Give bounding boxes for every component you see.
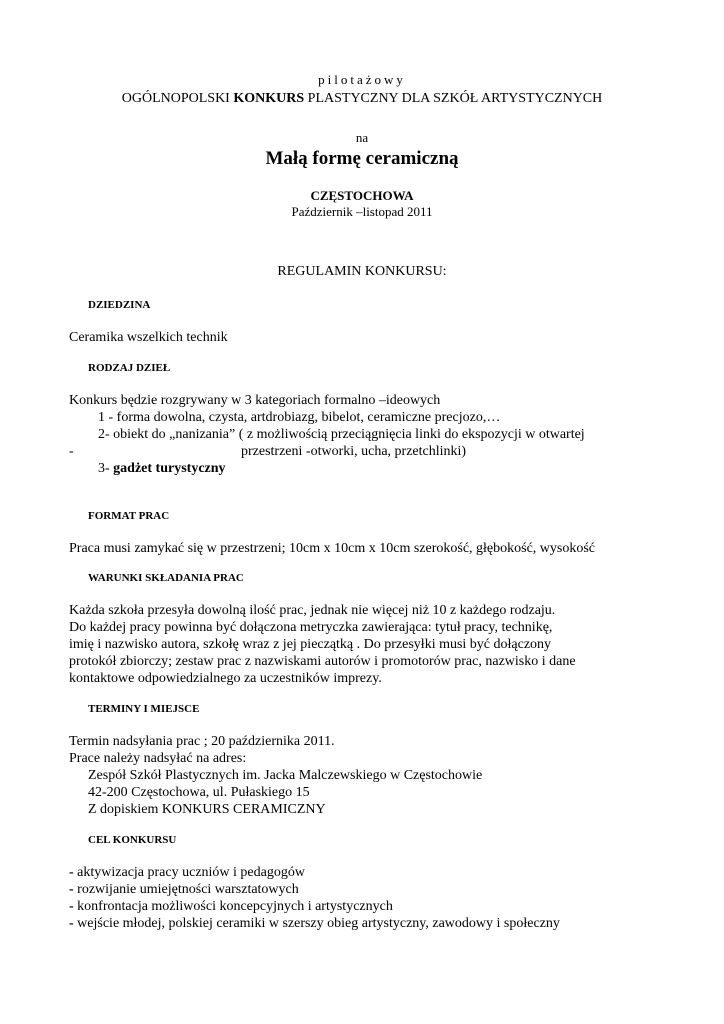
category-item-3-prefix: 3- [98, 461, 114, 476]
format-text: Praca musi zamykać się w przestrzeni; 10cm x 10cm x 10cm szerokość, głębokość, wysokość [69, 541, 596, 556]
competition-title [0, 92, 724, 106]
list-item-text: aktywizacja pracy uczniów i pedagogów [73, 865, 305, 880]
list-item-text: rozwijanie umiejętności warsztatowych [73, 882, 299, 897]
bullet-dash: - [69, 882, 74, 897]
category-item-2-dash: - [69, 444, 74, 459]
category-item-3-bold: gadżet turystyczny [113, 461, 226, 476]
warunki-line: Do każdej pracy powinna być dołączona metryczka zawierająca: tytuł pracy, technikę, [69, 620, 553, 635]
bullet-dash: - [69, 899, 74, 914]
list-item [69, 917, 560, 931]
list-item [69, 883, 299, 897]
subtitle-pilot: pilotażowy [318, 72, 406, 87]
list-item-text: wejście młodej, polskiej ceramiki w szerszy obieg artystyczny, zawodowy i społeczny [73, 916, 560, 931]
warunki-line: kontaktowe odpowiedzialnego za uczestników imprezy. [69, 671, 382, 686]
section-heading-rodzaj: RODZAJ DZIEŁ [88, 362, 171, 374]
list-item [69, 900, 393, 914]
warunki-line: imię i nazwisko autora, szkołę wraz z jej pieczątką . Do przesyłki musi być dołączony [69, 637, 552, 652]
section-heading-cel: CEL KONKURSU [88, 834, 177, 846]
title-prefix: OGÓLNOPOLSKI [121, 91, 234, 106]
address-line: Zespół Szkół Plastycznych im. Jacka Malczewskiego w Częstochowie [88, 768, 483, 783]
terminy-address-intro: Prace należy nadsyłać na adres: [69, 751, 247, 766]
category-item-1: 1 - forma dowolna, czysta, artdrobiazg, bibelot, ceramiczne precjozo,… [98, 410, 501, 425]
dates: Październik –listopad 2011 [291, 204, 433, 219]
dziedzina-text: Ceramika wszelkich technik [69, 330, 228, 345]
section-heading-warunki: WARUNKI SKŁADANIA PRAC [88, 572, 244, 584]
city: CZĘSTOCHOWA [310, 188, 414, 203]
regulamin-heading: REGULAMIN KONKURSU: [277, 264, 447, 279]
bullet-dash: - [69, 916, 74, 931]
title-bold-word: KONKURS [233, 91, 305, 106]
main-title: Małą formę ceramiczną [265, 148, 459, 169]
section-heading-dziedzina: DZIEDZINA [88, 299, 151, 311]
address-line: Z dopiskiem KONKURS CERAMICZNY [88, 802, 326, 817]
na-label: na [355, 130, 369, 145]
section-heading-terminy: TERMINY I MIEJSCE [88, 703, 200, 715]
title-suffix: PLASTYCZNY DLA SZKÓŁ ARTYSTYCZNYCH [304, 91, 603, 106]
list-item-text: konfrontacja możliwości koncepcyjnych i artystycznych [73, 899, 393, 914]
category-item-2: 2- obiekt do „nanizania” ( z możliwością przeciągnięcia linki do ekspozycji w otwartej [98, 427, 585, 442]
address-line: 42-200 Częstochowa, ul. Pułaskiego 15 [88, 785, 310, 800]
category-item-3 [98, 462, 226, 476]
rodzaj-intro: Konkurs będzie rozgrywany w 3 kategoriach formalno –ideowych [69, 393, 441, 408]
bullet-dash: - [69, 865, 74, 880]
list-item [69, 866, 305, 880]
warunki-line: Każda szkoła przesyła dowolną ilość prac, jednak nie więcej niż 10 z każdego rodzaju. [69, 603, 556, 618]
warunki-line: protokół zbiorczy; zestaw prac z nazwiskami autorów i promotorów prac, nazwisko i dane [69, 654, 576, 669]
category-item-2-continued: przestrzeni -otworki, ucha, przetchlinki) [241, 444, 467, 459]
terminy-deadline: Termin nadsyłania prac ; 20 października 2011. [69, 734, 335, 749]
section-heading-format: FORMAT PRAC [88, 510, 170, 522]
